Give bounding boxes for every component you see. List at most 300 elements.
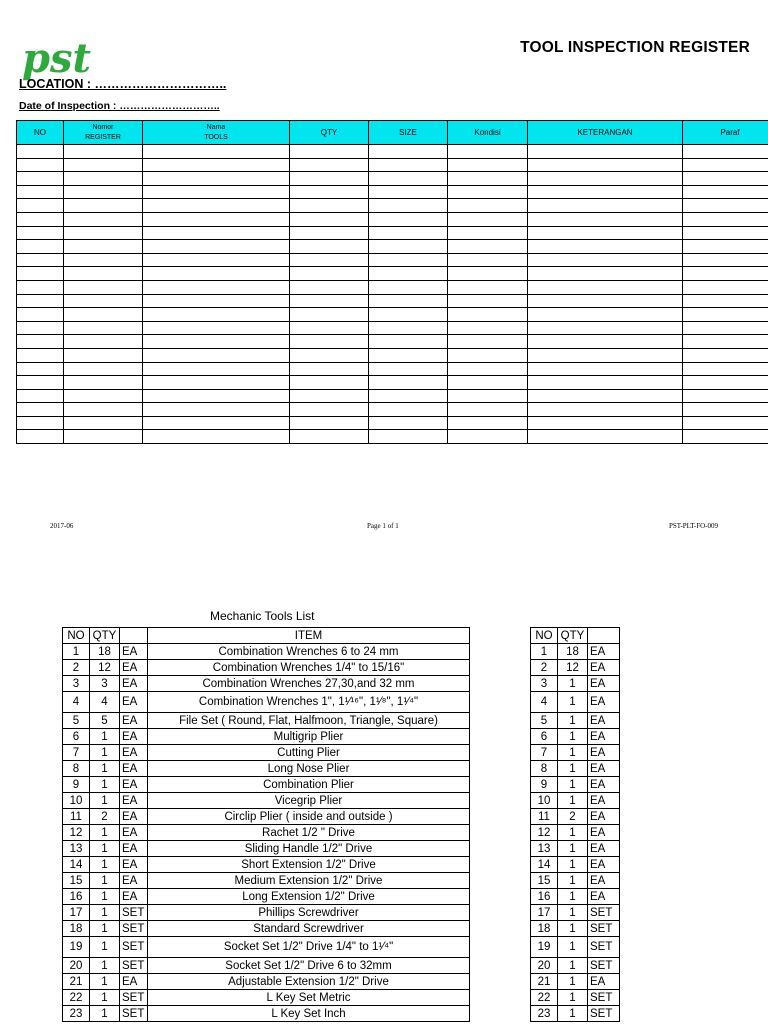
register-cell <box>683 362 768 376</box>
register-cell <box>64 362 143 376</box>
register-cell <box>290 376 369 390</box>
register-cell <box>528 212 683 226</box>
register-cell <box>64 416 143 430</box>
register-cell <box>143 212 290 226</box>
register-cell <box>528 158 683 172</box>
tools-row <box>63 713 470 729</box>
register-cell <box>528 430 683 444</box>
register-cell <box>683 199 768 213</box>
tool-qty: 4 <box>90 692 120 713</box>
tool-qty: 1 <box>90 921 120 937</box>
tools-row <box>63 660 470 676</box>
checklist-no: 3 <box>531 676 558 692</box>
tool-no: 10 <box>63 793 90 809</box>
footer-date: 2017-06 <box>50 522 74 530</box>
register-row <box>17 389 768 403</box>
register-cell <box>448 403 528 417</box>
register-cell <box>143 308 290 322</box>
register-cell <box>17 362 64 376</box>
register-cell <box>17 430 64 444</box>
tool-no: 7 <box>63 745 90 761</box>
register-cell <box>143 172 290 186</box>
register-cell <box>290 389 369 403</box>
register-cell <box>369 158 448 172</box>
register-cell <box>143 240 290 254</box>
tool-item: L Key Set Metric <box>148 990 470 1006</box>
register-cell <box>528 240 683 254</box>
register-cell <box>290 348 369 362</box>
register-cell <box>17 389 64 403</box>
register-cell <box>369 430 448 444</box>
checklist-qty: 1 <box>558 873 588 889</box>
register-cell <box>290 185 369 199</box>
register-cell <box>448 321 528 335</box>
register-cell <box>290 240 369 254</box>
header-no: NO <box>531 628 558 644</box>
tools-row <box>63 825 470 841</box>
checklist-no: 11 <box>531 809 558 825</box>
register-cell <box>64 389 143 403</box>
tool-no: 21 <box>63 974 90 990</box>
register-cell <box>528 226 683 240</box>
register-header-cell <box>143 121 290 145</box>
tool-item: Standard Screwdriver <box>148 921 470 937</box>
register-cell <box>143 348 290 362</box>
tools-row <box>63 857 470 873</box>
register-cell <box>17 240 64 254</box>
register-cell <box>683 240 768 254</box>
register-header-cell: NO <box>17 121 64 145</box>
register-cell <box>290 362 369 376</box>
tool-unit: EA <box>120 841 148 857</box>
tool-no: 15 <box>63 873 90 889</box>
tools-row <box>63 889 470 905</box>
register-header-cell: SIZE <box>369 121 448 145</box>
checklist-row <box>531 692 620 713</box>
register-cell <box>290 253 369 267</box>
register-header-line2: TOOLS <box>204 133 228 141</box>
register-cell <box>64 335 143 349</box>
tool-item: Circlip Plier ( inside and outside ) <box>148 809 470 825</box>
checklist-no: 18 <box>531 921 558 937</box>
register-cell <box>683 226 768 240</box>
register-cell <box>143 199 290 213</box>
register-cell <box>64 226 143 240</box>
tool-unit: SET <box>120 990 148 1006</box>
register-cell <box>290 172 369 186</box>
register-header-cell: Paraf <box>683 121 768 145</box>
register-cell <box>290 321 369 335</box>
tools-row <box>63 841 470 857</box>
checklist-no: 21 <box>531 974 558 990</box>
register-cell <box>369 280 448 294</box>
checklist-qty: 1 <box>558 729 588 745</box>
tool-qty: 12 <box>90 660 120 676</box>
register-row <box>17 403 768 417</box>
checklist-qty: 1 <box>558 974 588 990</box>
tool-no: 11 <box>63 809 90 825</box>
tools-row <box>63 1006 470 1022</box>
checklist-unit: EA <box>588 889 620 905</box>
tool-item: Multigrip Plier <box>148 729 470 745</box>
checklist-unit: EA <box>588 793 620 809</box>
register-cell <box>143 389 290 403</box>
checklist-qty: 1 <box>558 676 588 692</box>
register-cell <box>64 253 143 267</box>
tool-no: 9 <box>63 777 90 793</box>
tool-qty: 18 <box>90 644 120 660</box>
register-cell <box>369 199 448 213</box>
tool-qty: 1 <box>90 729 120 745</box>
tool-unit: EA <box>120 825 148 841</box>
register-cell <box>17 145 64 159</box>
checklist-unit: EA <box>588 713 620 729</box>
register-row <box>17 145 768 159</box>
tools-row <box>63 793 470 809</box>
checklist-no: 4 <box>531 692 558 713</box>
mechanic-tools-table <box>62 627 470 1022</box>
tool-no: 19 <box>63 937 90 958</box>
tool-qty: 1 <box>90 793 120 809</box>
checklist-row <box>531 713 620 729</box>
checklist-unit: SET <box>588 921 620 937</box>
tool-no: 1 <box>63 644 90 660</box>
footer-page-number: Page 1 of 1 <box>367 522 399 530</box>
register-header-cell <box>64 121 143 145</box>
checklist-unit: EA <box>588 676 620 692</box>
tool-qty: 5 <box>90 713 120 729</box>
register-cell <box>64 158 143 172</box>
register-cell <box>683 145 768 159</box>
register-cell <box>448 362 528 376</box>
register-cell <box>17 253 64 267</box>
header-qty: QTY <box>90 628 120 644</box>
tool-item: Cutting Plier <box>148 745 470 761</box>
checklist-row <box>531 841 620 857</box>
register-cell <box>448 199 528 213</box>
tool-item: Long Nose Plier <box>148 761 470 777</box>
tool-qty: 1 <box>90 974 120 990</box>
checklist-qty: 18 <box>558 644 588 660</box>
register-row <box>17 226 768 240</box>
checklist-unit: EA <box>588 841 620 857</box>
tool-unit: EA <box>120 692 148 713</box>
tool-item: File Set ( Round, Flat, Halfmoon, Triangle, Square) <box>148 713 470 729</box>
register-cell <box>369 226 448 240</box>
checklist-qty: 1 <box>558 958 588 974</box>
checklist-qty: 1 <box>558 937 588 958</box>
checklist-no: 19 <box>531 937 558 958</box>
register-cell <box>528 267 683 281</box>
register-cell <box>290 308 369 322</box>
tools-row <box>63 990 470 1006</box>
tools-row <box>63 761 470 777</box>
tools-row <box>63 745 470 761</box>
tool-qty: 1 <box>90 905 120 921</box>
register-cell <box>64 321 143 335</box>
register-cell <box>448 267 528 281</box>
tools-checklist-table <box>530 627 620 1022</box>
checklist-row <box>531 676 620 692</box>
register-cell <box>528 335 683 349</box>
register-cell <box>448 376 528 390</box>
tool-unit: SET <box>120 1006 148 1022</box>
register-cell <box>143 376 290 390</box>
register-cell <box>448 416 528 430</box>
register-cell <box>64 376 143 390</box>
register-cell <box>143 226 290 240</box>
register-cell <box>290 212 369 226</box>
tools-row <box>63 873 470 889</box>
tool-item: Short Extension 1/2" Drive <box>148 857 470 873</box>
checklist-qty: 2 <box>558 809 588 825</box>
checklist-qty: 1 <box>558 745 588 761</box>
register-header-cell: Kondisi <box>448 121 528 145</box>
register-cell <box>448 389 528 403</box>
checklist-no: 8 <box>531 761 558 777</box>
register-cell <box>448 308 528 322</box>
register-cell <box>143 267 290 281</box>
register-cell <box>448 172 528 186</box>
register-cell <box>683 389 768 403</box>
register-cell <box>369 403 448 417</box>
register-cell <box>683 348 768 362</box>
tool-qty: 1 <box>90 1006 120 1022</box>
register-cell <box>290 335 369 349</box>
register-cell <box>683 253 768 267</box>
register-cell <box>448 226 528 240</box>
tool-unit: EA <box>120 777 148 793</box>
register-cell <box>17 403 64 417</box>
register-cell <box>290 403 369 417</box>
register-header-line1: Nama <box>206 123 226 131</box>
checklist-unit: SET <box>588 905 620 921</box>
tool-qty: 1 <box>90 889 120 905</box>
checklist-qty: 1 <box>558 889 588 905</box>
tools-row <box>63 692 470 713</box>
register-cell <box>17 267 64 281</box>
register-cell <box>143 403 290 417</box>
tool-item: Combination Wrenches 27,30,and 32 mm <box>148 676 470 692</box>
register-row <box>17 335 768 349</box>
checklist-unit: SET <box>588 937 620 958</box>
checklist-qty: 1 <box>558 841 588 857</box>
checklist-row <box>531 873 620 889</box>
checklist-row <box>531 905 620 921</box>
tool-item: Vicegrip Plier <box>148 793 470 809</box>
checklist-unit: EA <box>588 777 620 793</box>
tool-item: Phillips Screwdriver <box>148 905 470 921</box>
checklist-row <box>531 937 620 958</box>
register-cell <box>17 321 64 335</box>
tool-unit: EA <box>120 793 148 809</box>
tool-item: Socket Set 1/2" Drive 1/4" to 1¹⁄⁴" <box>148 937 470 958</box>
checklist-unit: EA <box>588 974 620 990</box>
checklist-no: 13 <box>531 841 558 857</box>
register-cell <box>683 158 768 172</box>
register-cell <box>369 389 448 403</box>
register-cell <box>448 145 528 159</box>
checklist-row <box>531 777 620 793</box>
checklist-no: 17 <box>531 905 558 921</box>
register-cell <box>528 403 683 417</box>
register-cell <box>528 199 683 213</box>
tool-no: 16 <box>63 889 90 905</box>
register-cell <box>683 172 768 186</box>
register-cell <box>290 158 369 172</box>
checklist-row <box>531 1006 620 1022</box>
register-cell <box>528 280 683 294</box>
tool-unit: EA <box>120 974 148 990</box>
checklist-qty: 1 <box>558 713 588 729</box>
tools-row <box>63 676 470 692</box>
tool-unit: EA <box>120 713 148 729</box>
tool-unit: EA <box>120 809 148 825</box>
register-cell <box>369 416 448 430</box>
company-logo <box>20 32 110 82</box>
tool-unit: EA <box>120 660 148 676</box>
register-cell <box>683 430 768 444</box>
tool-qty: 1 <box>90 745 120 761</box>
logo-text: pst <box>22 35 91 82</box>
register-cell <box>17 226 64 240</box>
tool-qty: 2 <box>90 809 120 825</box>
inspection-register-table <box>16 120 768 444</box>
tool-no: 17 <box>63 905 90 921</box>
register-cell <box>369 308 448 322</box>
checklist-unit: EA <box>588 809 620 825</box>
checklist-row <box>531 889 620 905</box>
register-body <box>17 145 768 444</box>
checklist-no: 22 <box>531 990 558 1006</box>
tool-unit: EA <box>120 729 148 745</box>
register-cell <box>64 145 143 159</box>
register-row <box>17 416 768 430</box>
register-cell <box>448 185 528 199</box>
register-cell <box>143 430 290 444</box>
register-cell <box>683 212 768 226</box>
checklist-unit: EA <box>588 873 620 889</box>
register-cell <box>528 348 683 362</box>
tool-qty: 3 <box>90 676 120 692</box>
checklist-no: 15 <box>531 873 558 889</box>
tool-no: 20 <box>63 958 90 974</box>
register-cell <box>64 294 143 308</box>
checklist-unit: EA <box>588 729 620 745</box>
tool-no: 6 <box>63 729 90 745</box>
register-cell <box>290 294 369 308</box>
tool-item: Combination Wrenches 6 to 24 mm <box>148 644 470 660</box>
register-cell <box>143 158 290 172</box>
checklist-row <box>531 990 620 1006</box>
register-cell <box>448 212 528 226</box>
tools-row <box>63 644 470 660</box>
tools-header-row <box>63 628 470 644</box>
register-cell <box>683 376 768 390</box>
register-cell <box>369 348 448 362</box>
header-no: NO <box>63 628 90 644</box>
tool-qty: 1 <box>90 937 120 958</box>
tool-no: 8 <box>63 761 90 777</box>
register-cell <box>448 280 528 294</box>
checklist-qty: 1 <box>558 777 588 793</box>
tools-row <box>63 905 470 921</box>
register-cell <box>448 294 528 308</box>
register-cell <box>143 253 290 267</box>
checklist-unit: EA <box>588 692 620 713</box>
register-cell <box>290 145 369 159</box>
checklist-no: 2 <box>531 660 558 676</box>
checklist-no: 9 <box>531 777 558 793</box>
checklist-row <box>531 761 620 777</box>
tool-item: Adjustable Extension 1/2" Drive <box>148 974 470 990</box>
tool-item: Medium Extension 1/2" Drive <box>148 873 470 889</box>
register-cell <box>528 389 683 403</box>
register-cell <box>448 335 528 349</box>
header-unit <box>588 628 620 644</box>
tools-row <box>63 937 470 958</box>
tool-no: 23 <box>63 1006 90 1022</box>
register-cell <box>290 280 369 294</box>
register-header-row <box>17 121 768 145</box>
checklist-no: 16 <box>531 889 558 905</box>
checklist-unit: SET <box>588 990 620 1006</box>
register-cell <box>683 294 768 308</box>
checklist-unit: EA <box>588 825 620 841</box>
checklist-header-row <box>531 628 620 644</box>
checklist-qty: 1 <box>558 692 588 713</box>
checklist-unit: EA <box>588 857 620 873</box>
tools-list-title: Mechanic Tools List <box>210 609 315 623</box>
register-header-cell: KETERANGAN <box>528 121 683 145</box>
register-cell <box>64 403 143 417</box>
tool-unit: SET <box>120 937 148 958</box>
checklist-unit: EA <box>588 660 620 676</box>
register-cell <box>528 185 683 199</box>
tool-item: Sliding Handle 1/2" Drive <box>148 841 470 857</box>
register-cell <box>369 240 448 254</box>
register-cell <box>369 212 448 226</box>
register-cell <box>369 185 448 199</box>
register-cell <box>448 430 528 444</box>
register-cell <box>290 226 369 240</box>
tools-row <box>63 809 470 825</box>
tool-unit: EA <box>120 857 148 873</box>
register-cell <box>143 321 290 335</box>
tools-row <box>63 921 470 937</box>
tool-unit: SET <box>120 921 148 937</box>
register-cell <box>683 267 768 281</box>
tool-item: Combination Plier <box>148 777 470 793</box>
register-cell <box>448 158 528 172</box>
register-cell <box>17 172 64 186</box>
tool-qty: 1 <box>90 990 120 1006</box>
checklist-row <box>531 974 620 990</box>
tool-unit: SET <box>120 958 148 974</box>
register-row <box>17 212 768 226</box>
checklist-qty: 1 <box>558 793 588 809</box>
checklist-no: 5 <box>531 713 558 729</box>
register-cell <box>683 403 768 417</box>
register-cell <box>528 253 683 267</box>
tool-item: Socket Set 1/2" Drive 6 to 32mm <box>148 958 470 974</box>
checklist-qty: 1 <box>558 1006 588 1022</box>
tool-no: 2 <box>63 660 90 676</box>
checklist-no: 12 <box>531 825 558 841</box>
tool-no: 12 <box>63 825 90 841</box>
tool-item: Rachet 1/2 " Drive <box>148 825 470 841</box>
checklist-qty: 1 <box>558 825 588 841</box>
